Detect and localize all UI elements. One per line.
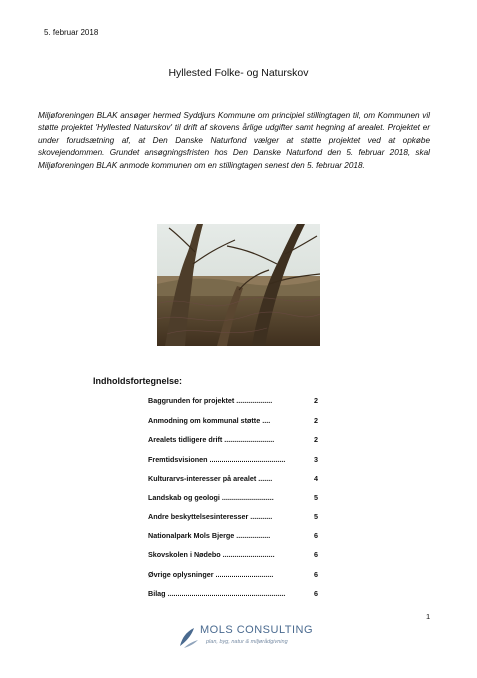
toc-item-page: 3 <box>314 455 318 464</box>
forest-photo <box>157 224 320 346</box>
toc-item-label: Øvrige oplysninger ............................. <box>148 570 274 579</box>
toc-item-label: Arealets tidligere drift ......................... <box>148 435 275 444</box>
toc-item[interactable] <box>148 416 318 428</box>
toc-item-page: 4 <box>314 474 318 483</box>
logo-name: MOLS CONSULTING <box>200 624 314 636</box>
toc-item-page: 2 <box>314 396 318 405</box>
page-title: Hyllested Folke- og Naturskov <box>168 67 309 79</box>
date: 5. februar 2018 <box>44 28 99 37</box>
toc-item[interactable] <box>148 512 318 524</box>
toc-item-label: Kulturarvs-interesser på arealet ....... <box>148 474 273 483</box>
toc-item[interactable] <box>148 435 318 447</box>
toc-item-label: Anmodning om kommunal støtte .... <box>148 416 271 425</box>
toc-item-label: Andre beskyttelsesinteresser ........... <box>148 512 273 521</box>
toc-item-page: 6 <box>314 550 318 559</box>
toc-item[interactable] <box>148 550 318 562</box>
toc-item-page: 5 <box>314 493 318 502</box>
toc-item[interactable] <box>148 589 318 601</box>
toc-item-label: Nationalpark Mols Bjerge ................. <box>148 531 271 540</box>
intro-paragraph: Miljøforeningen BLAK ansøger hermed Syddjurs Kommune om principiel stillingtagen til, om Kommunen vil støtte projektet 'Hyllested Naturskov' til drift af skovens årlige udgifter samt hegning af arealet. Projektet er under forudsætning af, at Den Danske Naturfond vælger at støtte projektet ved at opkøbe skovejendommen. Grundet ansøgningsfristen hos Den Danske Naturfond den 5. februar 2018, skal Miljøforeningen BLAK anmode kommunen om en stillingtagen senest den 5. februar 2018. <box>38 111 430 170</box>
toc-item[interactable] <box>148 474 318 486</box>
toc-item-label: Bilag ........................................................... <box>148 589 286 598</box>
toc-item-label: Skovskolen i Nødebo .......................... <box>148 550 275 559</box>
toc-item-page: 2 <box>314 416 318 425</box>
page-number: 1 <box>426 612 431 621</box>
toc-heading: Indholdsfortegnelse: <box>93 376 183 386</box>
toc-item[interactable] <box>148 455 318 467</box>
toc-item[interactable] <box>148 570 318 582</box>
toc-item-label: Fremtidsvisionen ...................................... <box>148 455 286 464</box>
toc-item-label: Baggrunden for projektet .................. <box>148 396 273 405</box>
toc-item[interactable] <box>148 396 318 408</box>
toc-item-page: 6 <box>314 531 318 540</box>
leaf-logo-icon <box>176 624 202 650</box>
toc-item-label: Landskab og geologi .......................... <box>148 493 274 502</box>
toc-item-page: 5 <box>314 512 318 521</box>
mols-consulting-logo <box>176 622 314 652</box>
toc-item-page: 2 <box>314 435 318 444</box>
toc-item-page: 6 <box>314 570 318 579</box>
logo-tagline: plan, byg, natur & miljørådgivning <box>206 639 288 645</box>
toc-item-page: 6 <box>314 589 318 598</box>
toc-item[interactable] <box>148 531 318 543</box>
toc-item[interactable] <box>148 493 318 505</box>
